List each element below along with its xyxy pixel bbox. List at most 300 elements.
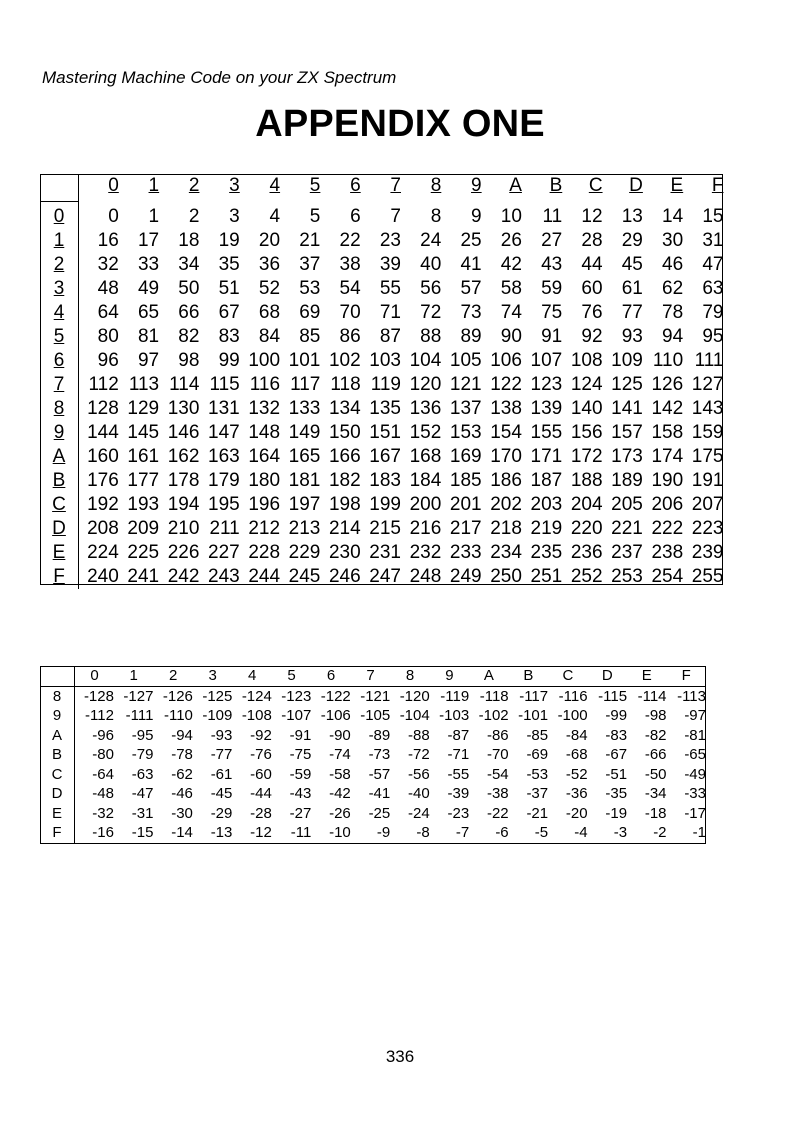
table-cell: -26 bbox=[329, 804, 351, 822]
table-cell: -58 bbox=[329, 765, 351, 783]
table-cell: 247 bbox=[369, 566, 401, 587]
table-cell: 68 bbox=[258, 302, 281, 323]
table-cell: -4 bbox=[574, 824, 588, 841]
table-cell: 198 bbox=[328, 494, 361, 515]
column-header: 3 bbox=[193, 666, 232, 686]
row-header: 2 bbox=[40, 253, 79, 277]
table-cell: 184 bbox=[409, 470, 442, 491]
table-cell: 216 bbox=[409, 518, 442, 539]
table-cell: -71 bbox=[447, 746, 470, 763]
table-cell: 56 bbox=[420, 278, 442, 299]
table-cell: -29 bbox=[210, 804, 233, 822]
column-header: 8 bbox=[390, 666, 429, 686]
table-cell: -96 bbox=[92, 726, 114, 744]
table-row bbox=[40, 325, 724, 349]
table-row bbox=[40, 202, 724, 230]
table-cell: 205 bbox=[611, 494, 643, 515]
table-row bbox=[40, 765, 706, 785]
table-cell: 82 bbox=[178, 326, 200, 347]
table-cell: 181 bbox=[288, 470, 321, 491]
table-cell: -23 bbox=[447, 804, 470, 822]
table-cell: 128 bbox=[87, 398, 119, 419]
table-cell: -44 bbox=[250, 785, 272, 802]
table-cell: 36 bbox=[258, 254, 281, 275]
table-cell: 201 bbox=[449, 494, 482, 515]
table-cell: 253 bbox=[611, 566, 643, 587]
table-cell: 63 bbox=[702, 278, 724, 299]
table-cell: -17 bbox=[684, 804, 706, 822]
row-header: B bbox=[40, 745, 75, 765]
table-cell: 226 bbox=[167, 542, 200, 563]
table-cell: 192 bbox=[87, 494, 119, 515]
table-cell: -49 bbox=[684, 765, 706, 783]
table-cell: -102 bbox=[478, 707, 509, 724]
table-cell: 65 bbox=[137, 302, 160, 323]
table-cell: -74 bbox=[329, 746, 351, 763]
table-cell: 136 bbox=[409, 398, 442, 419]
table-row bbox=[40, 823, 706, 843]
table-cell: 55 bbox=[379, 278, 401, 299]
table-cell: 197 bbox=[288, 494, 321, 515]
table-cell: 219 bbox=[530, 518, 563, 539]
table-cell: -53 bbox=[526, 765, 549, 783]
table-cell: -2 bbox=[653, 824, 667, 841]
table-cell: 64 bbox=[97, 302, 119, 323]
table-cell: 11 bbox=[542, 205, 563, 227]
table-cell: -83 bbox=[605, 726, 628, 744]
table-cell: 97 bbox=[137, 350, 160, 371]
column-header: E bbox=[627, 666, 666, 686]
table-cell: 46 bbox=[662, 254, 684, 275]
table-cell: 164 bbox=[248, 446, 281, 467]
table-cell: -19 bbox=[605, 804, 628, 822]
table-cell: 30 bbox=[662, 230, 684, 251]
table-cell: 57 bbox=[460, 278, 482, 299]
row-header: D bbox=[40, 784, 75, 804]
table-cell: -93 bbox=[210, 726, 233, 744]
table-cell: -45 bbox=[210, 785, 233, 802]
table-cell: 4 bbox=[269, 205, 281, 227]
table-row bbox=[40, 397, 724, 421]
row-header: B bbox=[40, 469, 79, 493]
table-cell: -64 bbox=[92, 765, 114, 783]
table-row bbox=[40, 565, 724, 589]
table-cell: 155 bbox=[530, 422, 563, 443]
column-header: 6 bbox=[311, 666, 350, 686]
table-cell: 211 bbox=[209, 518, 240, 539]
table-cell: -97 bbox=[684, 707, 706, 724]
table-cell: 148 bbox=[248, 422, 281, 443]
table-cell: 239 bbox=[691, 542, 724, 563]
table-cell: 49 bbox=[137, 278, 160, 299]
table-cell: 73 bbox=[460, 302, 482, 323]
table-cell: 12 bbox=[581, 205, 603, 227]
table-cell: 200 bbox=[409, 494, 442, 515]
table-cell: 153 bbox=[449, 422, 482, 443]
table-cell: 165 bbox=[288, 446, 321, 467]
table-cell: -103 bbox=[439, 707, 470, 724]
table-cell: 154 bbox=[490, 422, 522, 443]
table-row bbox=[40, 229, 724, 253]
column-header: 3 bbox=[229, 175, 240, 197]
table-cell: -122 bbox=[320, 687, 351, 705]
table-cell: 18 bbox=[178, 230, 200, 251]
table-cell: -40 bbox=[408, 785, 430, 802]
table-cell: -59 bbox=[289, 765, 312, 783]
table-cell: 85 bbox=[299, 326, 321, 347]
column-header: 2 bbox=[188, 175, 200, 197]
table-cell: 139 bbox=[530, 398, 563, 419]
table-cell: 227 bbox=[208, 542, 240, 563]
table-cell: -13 bbox=[210, 824, 233, 841]
page-title: APPENDIX ONE bbox=[255, 103, 545, 145]
table-cell: 207 bbox=[691, 494, 724, 515]
table-cell: 41 bbox=[460, 254, 482, 275]
table-cell: 54 bbox=[339, 278, 361, 299]
table-row bbox=[40, 349, 724, 373]
table-cell: 7 bbox=[390, 205, 401, 227]
table-cell: 140 bbox=[570, 398, 603, 419]
table-cell: -91 bbox=[289, 726, 312, 744]
table-cell: 243 bbox=[208, 566, 240, 587]
table-cell: -67 bbox=[605, 746, 628, 763]
table-cell: 152 bbox=[409, 422, 442, 443]
column-header: B bbox=[509, 666, 548, 686]
table-cell: -30 bbox=[171, 804, 193, 822]
table-cell: 43 bbox=[541, 254, 563, 275]
table-cell: -118 bbox=[479, 687, 509, 705]
table-cell: 60 bbox=[581, 278, 603, 299]
table-cell: -125 bbox=[202, 687, 233, 705]
table-cell: 203 bbox=[530, 494, 563, 515]
table-cell: 212 bbox=[248, 518, 281, 539]
table-cell: 127 bbox=[691, 374, 724, 395]
table-cell: 72 bbox=[420, 302, 442, 323]
table-cell: 183 bbox=[369, 470, 401, 491]
table-cell: 204 bbox=[570, 494, 603, 515]
table-cell: 232 bbox=[409, 542, 442, 563]
table-cell: -14 bbox=[171, 824, 193, 841]
table-cell: -104 bbox=[399, 707, 430, 724]
table-cell: 91 bbox=[541, 326, 563, 347]
column-header: 1 bbox=[114, 666, 153, 686]
table-cell: 220 bbox=[570, 518, 603, 539]
table-cell: 10 bbox=[500, 205, 522, 227]
table-cell: 70 bbox=[339, 302, 361, 323]
table-cell: 104 bbox=[409, 350, 442, 371]
column-header: 0 bbox=[108, 175, 119, 197]
table-cell: 29 bbox=[621, 230, 643, 251]
table-cell: 28 bbox=[581, 230, 603, 251]
table-cell: 233 bbox=[449, 542, 482, 563]
table-cell: -12 bbox=[250, 824, 272, 841]
table-cell: 121 bbox=[449, 374, 482, 395]
table-cell: 172 bbox=[570, 446, 603, 467]
table-cell: -72 bbox=[408, 746, 430, 763]
table-cell: -106 bbox=[320, 707, 351, 724]
table-cell: -89 bbox=[368, 726, 391, 744]
table-cell: 105 bbox=[449, 350, 482, 371]
table-cell: 146 bbox=[167, 422, 200, 443]
table-cell: 143 bbox=[691, 398, 724, 419]
table-cell: -81 bbox=[684, 726, 706, 744]
table-cell: 246 bbox=[328, 566, 361, 587]
table-cell: -117 bbox=[519, 687, 549, 705]
table-cell: -69 bbox=[526, 746, 549, 763]
table-cell: 199 bbox=[369, 494, 401, 515]
table-cell: 125 bbox=[611, 374, 643, 395]
table-cell: 35 bbox=[218, 254, 240, 275]
table-cell: 175 bbox=[691, 446, 724, 467]
table-cell: -113 bbox=[677, 687, 706, 705]
table-cell: 160 bbox=[87, 446, 119, 467]
table-cell: 2 bbox=[188, 205, 200, 227]
table-cell: 69 bbox=[299, 302, 321, 323]
table-cell: 13 bbox=[621, 205, 643, 227]
table-cell: 134 bbox=[328, 398, 361, 419]
table-cell: -37 bbox=[526, 785, 549, 802]
table-cell: -75 bbox=[289, 746, 312, 763]
table-cell: 225 bbox=[127, 542, 160, 563]
column-header: D bbox=[588, 666, 627, 686]
column-header: A bbox=[469, 666, 508, 686]
table-cell: 194 bbox=[167, 494, 200, 515]
row-header: E bbox=[40, 541, 79, 565]
table-cell: -86 bbox=[486, 726, 509, 744]
table-cell: 51 bbox=[218, 278, 240, 299]
table-cell: -47 bbox=[131, 785, 154, 802]
table-cell: -114 bbox=[637, 687, 667, 705]
table-cell: -63 bbox=[131, 765, 154, 783]
table-row bbox=[40, 301, 724, 325]
row-header: 1 bbox=[40, 229, 79, 253]
table-cell: -80 bbox=[92, 746, 114, 763]
column-header: 2 bbox=[153, 666, 192, 686]
table-cell: 130 bbox=[167, 398, 200, 419]
table-cell: -60 bbox=[250, 765, 272, 783]
column-header: C bbox=[548, 666, 587, 686]
table-cell: 187 bbox=[530, 470, 563, 491]
column-header: 4 bbox=[269, 175, 281, 197]
table-cell: 32 bbox=[97, 254, 119, 275]
table-cell: -88 bbox=[408, 726, 430, 744]
table-row bbox=[40, 469, 724, 493]
table-cell: -10 bbox=[329, 824, 351, 841]
table-cell: -124 bbox=[241, 687, 272, 705]
table-cell: 52 bbox=[258, 278, 281, 299]
table-row bbox=[40, 493, 724, 517]
row-header: F bbox=[40, 565, 79, 589]
table-row bbox=[40, 373, 724, 397]
column-header: 9 bbox=[430, 666, 469, 686]
table-cell: -100 bbox=[557, 707, 588, 724]
table-cell: 81 bbox=[137, 326, 160, 347]
table-cell: 163 bbox=[208, 446, 240, 467]
table-cell: 231 bbox=[369, 542, 401, 563]
table-cell: 147 bbox=[208, 422, 240, 443]
table-cell: -123 bbox=[281, 687, 312, 705]
table-row bbox=[40, 421, 724, 445]
table-cell: 178 bbox=[167, 470, 200, 491]
table-cell: 118 bbox=[330, 374, 361, 395]
table-cell: -115 bbox=[598, 687, 628, 705]
table-cell: 208 bbox=[87, 518, 119, 539]
table-cell: 168 bbox=[409, 446, 442, 467]
table-cell: -65 bbox=[684, 746, 706, 763]
table-cell: 174 bbox=[651, 446, 684, 467]
table-cell: -50 bbox=[644, 765, 667, 783]
table-row bbox=[40, 745, 706, 765]
column-header: 9 bbox=[471, 175, 482, 197]
table-cell: 74 bbox=[500, 302, 522, 323]
table-cell: 189 bbox=[611, 470, 643, 491]
row-header: 9 bbox=[40, 706, 75, 726]
table-cell: 44 bbox=[581, 254, 603, 275]
table-cell: -25 bbox=[368, 804, 391, 822]
column-header: E bbox=[670, 175, 684, 197]
table-cell: 149 bbox=[288, 422, 321, 443]
table-cell: -16 bbox=[92, 824, 114, 841]
table-cell: 14 bbox=[662, 205, 684, 227]
table-cell: 53 bbox=[299, 278, 321, 299]
table-cell: 39 bbox=[379, 254, 401, 275]
table-cell: 241 bbox=[127, 566, 160, 587]
table-cell: -76 bbox=[250, 746, 272, 763]
table-cell: -126 bbox=[162, 687, 193, 705]
column-header-row bbox=[40, 174, 724, 202]
table-cell: 26 bbox=[500, 230, 522, 251]
table-cell: 221 bbox=[611, 518, 643, 539]
column-header: 4 bbox=[232, 666, 271, 686]
table-cell: 229 bbox=[288, 542, 321, 563]
table-cell: -61 bbox=[210, 765, 233, 783]
table-cell: 242 bbox=[167, 566, 200, 587]
table-cell: 109 bbox=[611, 350, 643, 371]
table-cell: 87 bbox=[379, 326, 401, 347]
table-cell: 157 bbox=[611, 422, 643, 443]
column-header: F bbox=[711, 175, 724, 197]
table-corner bbox=[40, 666, 75, 686]
table-cell: -101 bbox=[518, 707, 549, 724]
table-cell: -52 bbox=[565, 765, 588, 783]
table-cell: 0 bbox=[108, 205, 119, 227]
table-cell: -82 bbox=[644, 726, 667, 744]
table-cell: 98 bbox=[178, 350, 200, 371]
table-cell: 19 bbox=[218, 230, 240, 251]
table-cell: 176 bbox=[87, 470, 119, 491]
table-cell: -111 bbox=[125, 707, 154, 724]
table-cell: 182 bbox=[328, 470, 361, 491]
table-cell: 223 bbox=[691, 518, 724, 539]
table-cell: 20 bbox=[258, 230, 281, 251]
column-header: 8 bbox=[430, 175, 442, 197]
table-cell: 173 bbox=[611, 446, 643, 467]
table-cell: 78 bbox=[662, 302, 684, 323]
table-cell: 191 bbox=[691, 470, 724, 491]
table-cell: 129 bbox=[127, 398, 160, 419]
table-cell: 124 bbox=[570, 374, 603, 395]
table-cell: 245 bbox=[288, 566, 321, 587]
table-cell: -112 bbox=[85, 707, 114, 724]
table-cell: -121 bbox=[360, 687, 391, 705]
table-cell: 252 bbox=[570, 566, 603, 587]
row-header: 8 bbox=[40, 686, 75, 706]
table-row bbox=[40, 517, 724, 541]
table-cell: 238 bbox=[651, 542, 684, 563]
table-cell: -28 bbox=[250, 804, 272, 822]
table-cell: 202 bbox=[490, 494, 522, 515]
table-cell: 122 bbox=[490, 374, 522, 395]
table-cell: 119 bbox=[370, 374, 401, 395]
table-cell: 254 bbox=[651, 566, 684, 587]
table-cell: 50 bbox=[178, 278, 200, 299]
table-row bbox=[40, 784, 706, 804]
table-cell: 110 bbox=[652, 350, 684, 371]
table-cell: 145 bbox=[127, 422, 160, 443]
table-cell: -41 bbox=[368, 785, 391, 802]
table-cell: 89 bbox=[460, 326, 482, 347]
table-cell: 45 bbox=[621, 254, 643, 275]
table-cell: 206 bbox=[651, 494, 684, 515]
table-cell: -116 bbox=[558, 687, 588, 705]
table-cell: 170 bbox=[490, 446, 522, 467]
table-cell: 135 bbox=[369, 398, 401, 419]
table-cell: 103 bbox=[369, 350, 401, 371]
table-cell: 23 bbox=[379, 230, 401, 251]
table-cell: 120 bbox=[409, 374, 442, 395]
table-row bbox=[40, 277, 724, 301]
table-cell: 106 bbox=[490, 350, 522, 371]
table-cell: 77 bbox=[621, 302, 643, 323]
table-cell: 251 bbox=[530, 566, 563, 587]
table-cell: 83 bbox=[218, 326, 240, 347]
table-cell: 40 bbox=[420, 254, 442, 275]
table-cell: 84 bbox=[258, 326, 281, 347]
table-cell: 138 bbox=[490, 398, 522, 419]
table-cell: 75 bbox=[541, 302, 563, 323]
row-header: A bbox=[40, 445, 79, 469]
page-number: 336 bbox=[385, 1047, 415, 1066]
table-cell: 171 bbox=[530, 446, 563, 467]
table-cell: 196 bbox=[248, 494, 281, 515]
table-cell: 38 bbox=[339, 254, 361, 275]
table-cell: 9 bbox=[471, 205, 482, 227]
table-cell: -128 bbox=[83, 687, 114, 705]
table-cell: 188 bbox=[570, 470, 603, 491]
table-cell: -95 bbox=[131, 726, 154, 744]
table-cell: 34 bbox=[178, 254, 200, 275]
table-cell: 224 bbox=[87, 542, 119, 563]
table-row bbox=[40, 686, 706, 706]
table-cell: 33 bbox=[137, 254, 160, 275]
table-cell: -31 bbox=[131, 804, 154, 822]
table-cell: 17 bbox=[137, 230, 160, 251]
column-header: 5 bbox=[272, 666, 311, 686]
table-cell: -94 bbox=[171, 726, 193, 744]
table-cell: 22 bbox=[339, 230, 361, 251]
row-header: D bbox=[40, 517, 79, 541]
table-cell: -57 bbox=[368, 765, 391, 783]
table-cell: 88 bbox=[420, 326, 442, 347]
table-cell: 132 bbox=[248, 398, 281, 419]
column-header: 5 bbox=[309, 175, 321, 197]
table-cell: 144 bbox=[87, 422, 119, 443]
table-cell: 177 bbox=[127, 470, 160, 491]
table-cell: 93 bbox=[621, 326, 643, 347]
table-cell: 209 bbox=[127, 518, 160, 539]
table-cell: 222 bbox=[651, 518, 684, 539]
table-cell: -1 bbox=[692, 824, 706, 841]
